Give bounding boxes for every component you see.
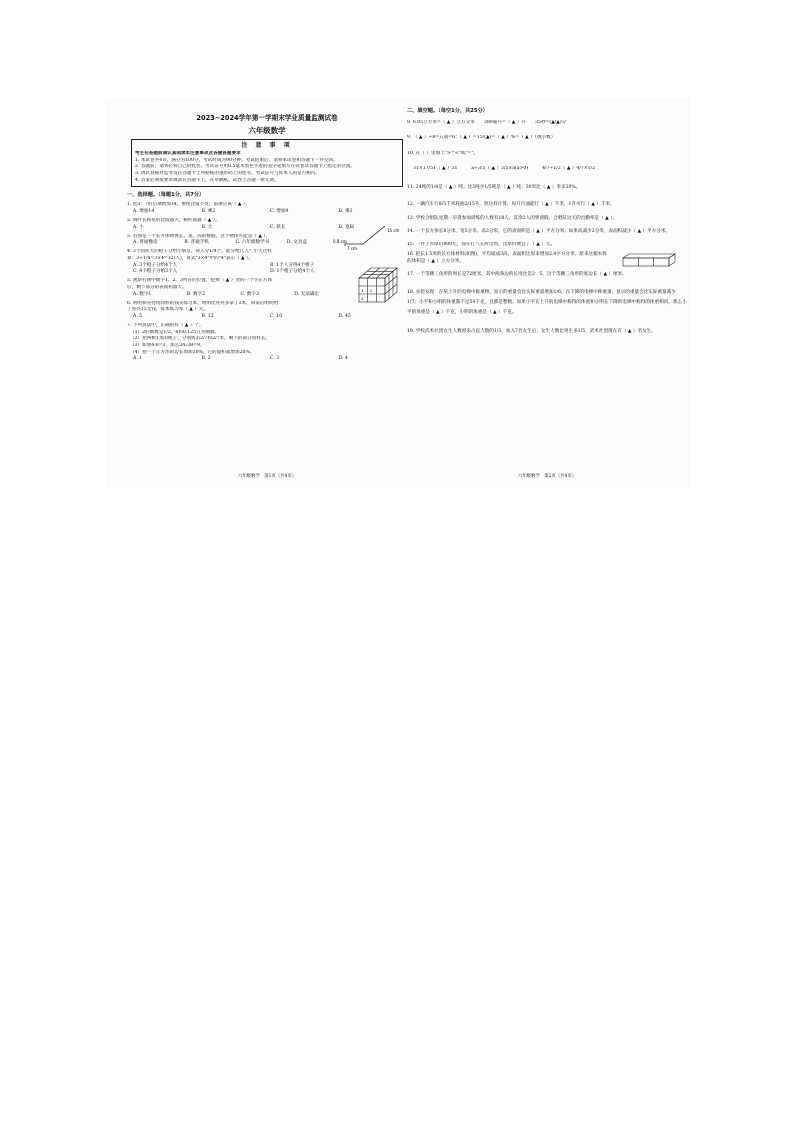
cube-label-1: 1 <box>361 288 364 294</box>
option-d[interactable]: D. 宽扁 <box>338 224 355 230</box>
exam-sheet <box>105 98 690 488</box>
notice-lead: 考生在答题前请认真阅读本注意事项及各题答题要求 <box>135 150 241 156</box>
question-16: 16. 把长1.5米的长方体材料(如图)，平均锯成3段，表面积比原来增加2.4平方分米，原来这根木料的体积是（ ▲ ）立方分米。 <box>407 252 607 265</box>
question-8: 8. 6.05立方米=（ ▲ ）立方分米 380毫升=（ ▲ ）升 35秒=(▲/▲)分 <box>407 119 567 125</box>
option-a[interactable]: A. 数字1 <box>133 291 152 297</box>
option-d[interactable]: D. 乘3 <box>338 208 353 214</box>
notice-box <box>131 139 403 187</box>
option-b[interactable]: B. 1个人分得4个橙子 <box>270 262 315 268</box>
option-c[interactable]: C. 增加9 <box>270 208 289 214</box>
option-b[interactable]: B. 大 <box>201 224 213 230</box>
option-b[interactable]: B. 数字2 <box>186 291 206 297</box>
option-b[interactable]: B. 12 <box>201 313 214 319</box>
question-stem: 1. 把3：7的后项增加14，要使比值不变，前项应该（ ▲ ）。 <box>127 202 250 208</box>
option-d[interactable]: D. 1个橙子分给4个人 <box>270 269 315 275</box>
question-stem: 5. 观察右图中数字1、2、3所在的位置，挖掉（ ▲ ）处的一个小正方体 <box>127 278 273 284</box>
question-stem-cont: 算：3÷1/4=3×4=12(人)，算式"3×4"中的"4"表示（ ▲ ）。 <box>127 255 253 261</box>
question-9: 9. （ ▲ ）÷8=五成=6：（ ▲ ）=15/(▲)=（ ▲ ）%=（ ▲ ）（填小数） <box>407 135 556 141</box>
question-13: 13. 学校合唱队星期一早晨参加训练的人数有18人，其余2人因事请假，合唱队这天的出勤率是（ ▲ ）。 <box>407 216 618 222</box>
question-stem: 6. 明明和亮亮用同样的钱买练习本，明明比亮亮多拿了3本，回家后明明给 <box>127 300 279 306</box>
question-1 <box>127 202 407 215</box>
question-stem: 4. 3个同样大的橙子分给小朋友，每人分1/4个，能分给几人？小天这样 <box>127 249 272 255</box>
question-16-wrap <box>407 252 687 265</box>
option-c[interactable]: C. 3 <box>270 356 280 362</box>
option-c[interactable]: C. 数字3 <box>240 291 259 297</box>
compare-item-2[interactable]: a÷3/5（ ▲ ）3/5×a(a>0) <box>471 165 529 171</box>
question-12: 12. 一辆汽车行8/5千米耗油2/15升，照这样计算，每升汽油能行（ ▲ ）千米，1升可行（ ▲ ）千米。 <box>407 201 615 207</box>
question-stem-cont: 后，剩下部分的表面积最大。 <box>127 284 187 290</box>
cube-label-3: 3 <box>361 296 364 302</box>
option-a[interactable]: A. 3个橙子分给4个人 <box>133 262 178 268</box>
notice-item: 4. 答案必须按要求填涂在答题卡上，在草稿纸、试卷上答题一律无效。 <box>135 177 279 183</box>
option-d[interactable]: D. 4 <box>338 356 348 362</box>
option-a[interactable]: A. 普通橡皮 <box>133 240 158 246</box>
option-a[interactable]: A. 5 <box>133 313 143 319</box>
exam-page-1 <box>127 98 407 488</box>
option-d[interactable]: D. 无法确定 <box>294 291 320 297</box>
question-sub: （3）如果4:8=3，那么3A:3B=9。 <box>130 342 205 348</box>
page-footer-left: 六年级数学 第1页（共4页） <box>237 473 297 479</box>
height-label: 0.8 cm <box>333 238 347 244</box>
section-1-heading: 一、选择题。（每题1分，共7分） <box>127 192 205 199</box>
question-19: 19. 学校武术社团女生人数原来占总人数的1/3，加入7名女生后，女生人数比男生多1/5，武术社团现在有（ ▲ ）名女生。 <box>407 329 656 335</box>
exam-title: 2023~2024学年第一学期末学业质量监测试卷 <box>196 114 338 122</box>
object-dimension-figure <box>333 224 403 250</box>
option-d[interactable]: D. 文具盒 <box>286 240 307 246</box>
option-a[interactable]: A. 1 <box>133 356 143 362</box>
question-17: 17. 一个等腰三角形的周长是72厘米，其中两条边的长度比是2：5，这个等腰三角形的底边长（ ▲ ）厘米。 <box>407 271 627 277</box>
notice-item: 3. 请认真核对监考员在答题卡上所粘贴的条形码上的姓名、考试证号与你本人的是否相符。 <box>135 170 321 176</box>
option-c[interactable]: C. 10 <box>270 313 283 319</box>
exam-subtitle: 六年级数学 <box>248 125 286 135</box>
option-b[interactable]: B. 2 <box>201 356 211 362</box>
length-label: 15 cm <box>387 227 400 233</box>
question-stem: 3. 右图是一个长方体物体长、宽、高的数据，这个物体可能是（ ▲ ）。 <box>127 233 271 239</box>
exam-page-2 <box>407 98 687 488</box>
notice-item: 2. 答题前，请务必将自己的姓名、考试证号用0.5毫米黑色字迹的签字笔填写在试卷及答题卡上指定的位置。 <box>135 164 355 170</box>
question-18: 18. 实验发现：在某上升的电梯中称重物，显示的重量会比实际重量增加1/6，在下降的电梯中称重量，显示的重量会比实际重量减少1/7，小平和小明的体重都不足50千克，且都是整数。如果小平在上升的电梯中称得的体重和小明在下降的电梯中称得的体重相同，那么小平的体重是（ ▲ ）千克，小明的体重是（ ▲ ）千克。 <box>407 290 687 315</box>
option-a[interactable]: A. 增加14 <box>133 208 155 214</box>
notice-heading: 注 意 事 项 <box>241 142 293 150</box>
option-c[interactable]: C. 六年级数学书 <box>235 240 270 246</box>
option-c[interactable]: C. 狭长 <box>270 224 286 230</box>
question-stem: 2. 两叶长和宽的比值越大，树叶就越（ ▲ ）。 <box>127 217 220 223</box>
compare-item-1[interactable]: 31×17/51（ ▲ ）31 <box>413 165 458 171</box>
question-stem-cont: 了亮亮15元钱，每本练习本（ ▲ ）元。 <box>127 307 209 313</box>
compare-row <box>407 166 687 173</box>
compare-item-3[interactable]: 4/7÷1/2（ ▲ ）4/7×1/2 <box>542 165 596 171</box>
option-c[interactable]: C. 4个橙子分给3个人 <box>133 269 178 275</box>
question-5 <box>127 278 407 302</box>
question-10: 10. 在（ ）里填上">""<"或"="。 <box>407 150 479 156</box>
option-b[interactable]: B. 普通手机 <box>184 240 209 246</box>
option-a[interactable]: A. 小 <box>133 224 144 230</box>
question-14: 14. 一个长方体长8分米，宽5分米，高3分米，它的表面积是（ ▲ ）平方分米。如果高减少2分米，表面积减少（ ▲ ）平方分米。 <box>407 229 671 235</box>
question-15: 15. 一件上衣原价800元，现在打八五折出售，比原价便宜了（ ▲ ）元。 <box>407 241 556 247</box>
question-stem: 7. 下列说法中，正确的有（ ▲ ）个。 <box>127 323 204 329</box>
question-11: 11. 24吨的1/4是（ ▲ ）吨；比5吨少1/5吨是（ ▲ ）吨；30米比（ ▲ ）米多20%。 <box>407 185 581 191</box>
notice-item: 1. 本试卷共4页，满分为100分，考试时间为90分钟。考试结束后，请将本试卷和答题卡一并交回。 <box>135 157 338 163</box>
timber-figure <box>621 252 677 268</box>
page-footer-right: 六年级数学 第2页（共4页） <box>517 473 577 479</box>
question-sub: （2）把两根1米的绳子，分别剪去2/7和2/7米，剩下的部分同样长。 <box>130 336 271 342</box>
width-label: 7 cm <box>347 245 357 250</box>
cube-label-2: 2 <box>369 288 373 294</box>
option-d[interactable]: D. 45 <box>338 313 351 319</box>
cube-stack-figure <box>355 266 401 304</box>
option-b[interactable]: B. 乘2 <box>201 208 216 214</box>
question-7 <box>127 323 407 363</box>
question-sub: （1）2的倒数是1/2，8和0.125互为倒数。 <box>130 329 220 335</box>
section-2-heading: 二、填空题。（每空1分，共25分） <box>407 108 488 114</box>
question-sub: （4）把一个正方形的边长增加10%，它的面积就增加20%。 <box>130 349 255 355</box>
